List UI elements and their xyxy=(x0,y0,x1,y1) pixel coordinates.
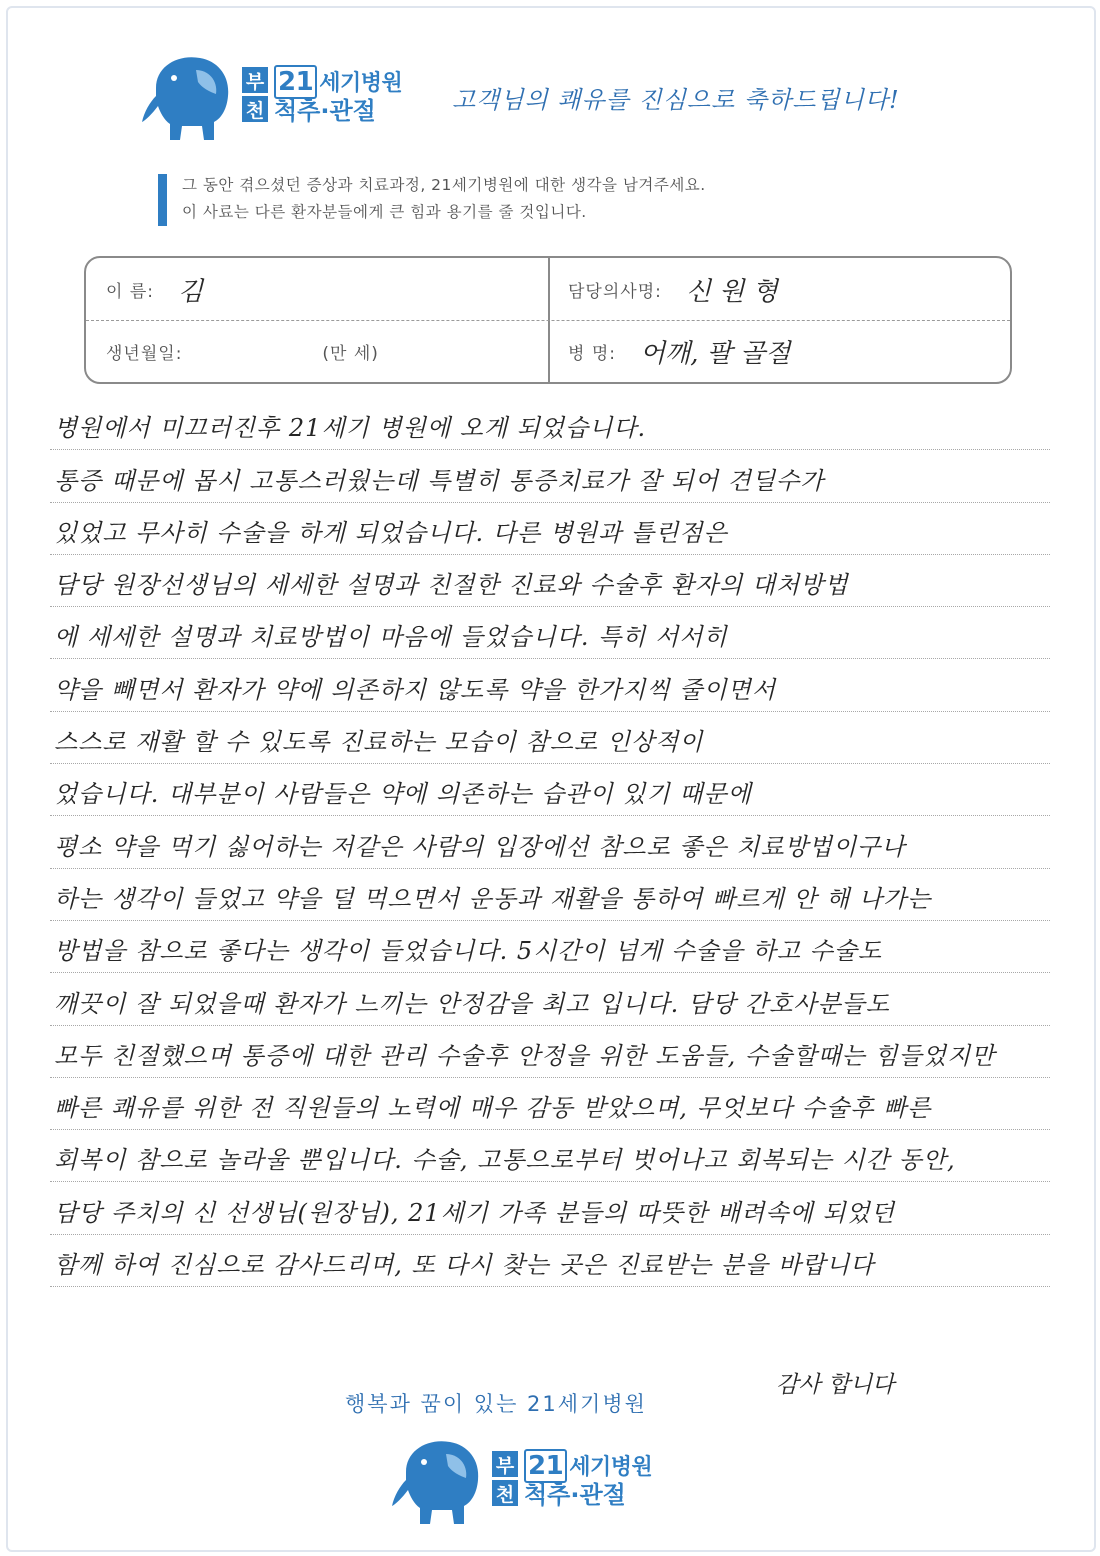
patient-info-box xyxy=(84,256,1012,384)
logo-region-bottom: 천 xyxy=(242,96,268,122)
closing-signature: 감사 합니다 xyxy=(776,1372,895,1398)
birth-label: 생년월일: xyxy=(106,343,183,364)
letter-line: 하는 생각이 들었고 약을 덜 먹으면서 운동과 재활을 통하여 빠르게 안 해 나가는 xyxy=(50,869,1050,921)
letter-line: 담당 원장선생님의 세세한 설명과 친절한 진료와 수술후 환자의 대처방법 xyxy=(50,555,1050,607)
name-value: 김 xyxy=(177,276,204,307)
logo-specialty: 척추·관절 xyxy=(524,1481,626,1510)
letter-line: 있었고 무사히 수술을 하게 되었습니다. 다른 병원과 틀린점은 xyxy=(50,503,1050,555)
name-cell xyxy=(106,258,203,320)
disease-value: 어깨, 팔 골절 xyxy=(639,338,791,369)
letter-line: 평소 약을 먹기 싫어하는 저같은 사람의 입장에선 참으로 좋은 치료방법이구나 xyxy=(50,816,1050,868)
logo-number: 21 xyxy=(274,65,317,99)
logo-name: 세기병원 xyxy=(319,70,403,96)
hospital-logo xyxy=(138,48,402,144)
age-label: (만 세) xyxy=(322,343,379,364)
birth-cell xyxy=(106,320,379,382)
notice xyxy=(158,172,958,226)
letter-line: 회복이 참으로 놀라울 뿐입니다. 수술, 고통으로부터 벗어나고 회복되는 시간 동안, xyxy=(50,1130,1050,1182)
disease-cell xyxy=(568,320,790,382)
letter-line: 담당 주치의 신 선생님(원장님), 21세기 가족 분들의 따뜻한 배려속에 되었던 xyxy=(50,1182,1050,1234)
elephant-logo-icon xyxy=(388,1432,488,1528)
handwritten-letter xyxy=(50,398,1050,1287)
letter-line: 약을 빼면서 환자가 약에 의존하지 않도록 약을 한가지씩 줄이면서 xyxy=(50,659,1050,711)
logo-specialty: 척추·관절 xyxy=(274,97,376,126)
doctor-cell xyxy=(568,258,778,320)
letter-line: 스스로 재활 할 수 있도록 진료하는 모습이 참으로 인상적이 xyxy=(50,712,1050,764)
letter-line: 통증 때문에 몹시 고통스러웠는데 특별히 통증치료가 잘 되어 견딜수가 xyxy=(50,450,1050,502)
logo-region-bottom: 천 xyxy=(492,1480,518,1506)
doctor-label: 담당의사명: xyxy=(568,281,662,302)
footer-slogan: 행복과 꿈이 있는 21세기병원 xyxy=(345,1392,647,1416)
notice-bar xyxy=(158,174,167,226)
tagline: 고객님의 쾌유를 진심으로 축하드립니다! xyxy=(452,86,900,114)
letter-line: 었습니다. 대부분이 사람들은 약에 의존하는 습관이 있기 때문에 xyxy=(50,764,1050,816)
hospital-logo-footer xyxy=(388,1432,652,1528)
doctor-value: 신 원 형 xyxy=(685,276,778,307)
logo-region-top: 부 xyxy=(242,67,268,93)
logo-name: 세기병원 xyxy=(569,1454,653,1480)
letter-line: 함께 하여 진심으로 감사드리며, 또 다시 찾는 곳은 진료받는 분을 바랍니다 xyxy=(50,1235,1050,1287)
notice-line: 이 사료는 다른 환자분들에게 큰 힘과 용기를 줄 것입니다. xyxy=(182,203,587,221)
letter-line: 방법을 참으로 좋다는 생각이 들었습니다. 5시간이 넘게 수술을 하고 수술도 xyxy=(50,921,1050,973)
letter-line: 모두 친절했으며 통증에 대한 관리 수술후 안정을 위한 도움들, 수술할때는 힘들었지만 xyxy=(50,1026,1050,1078)
letter-line: 병원에서 미끄러진후 21세기 병원에 오게 되었습니다. xyxy=(50,398,1050,450)
letter-line: 깨끗이 잘 되었을때 환자가 느끼는 안정감을 최고 입니다. 담당 간호사분들도 xyxy=(50,973,1050,1025)
elephant-logo-icon xyxy=(138,48,238,144)
letter-line: 빠른 쾌유를 위한 전 직원들의 노력에 매우 감동 받았으며, 무엇보다 수술후 빠른 xyxy=(50,1078,1050,1130)
letter-line: 에 세세한 설명과 치료방법이 마음에 들었습니다. 특히 서서히 xyxy=(50,607,1050,659)
notice-line: 그 동안 겪으셨던 증상과 치료과정, 21세기병원에 대한 생각을 남겨주세요. xyxy=(182,176,706,194)
logo-number: 21 xyxy=(524,1449,567,1483)
name-label: 이 름: xyxy=(106,281,154,302)
disease-label: 병 명: xyxy=(568,343,616,364)
logo-region-top: 부 xyxy=(492,1451,518,1477)
